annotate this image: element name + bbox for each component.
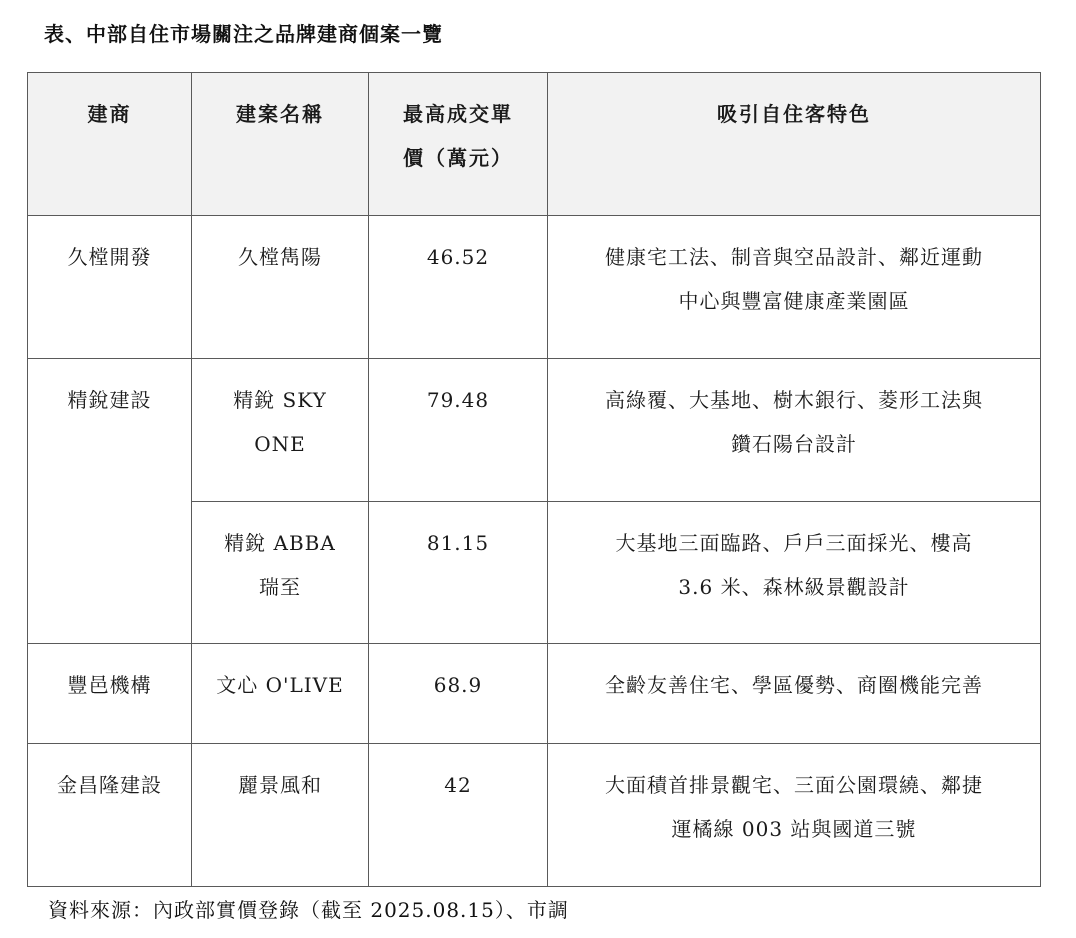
header-project: 建案名稱 (192, 73, 369, 216)
features-cell: 健康宅工法、制音與空品設計、鄰近運動 中心與豐富健康產業園區 (548, 216, 1041, 359)
project-cell: 文心 O'LIVE (192, 644, 369, 744)
project-table (27, 72, 1041, 887)
price-cell: 81.15 (369, 502, 548, 644)
header-row (28, 73, 1041, 216)
project-cell: 精銳 SKY ONE (192, 359, 369, 502)
features-cell: 大基地三面臨路、戶戶三面採光、樓高 3.6 米、森林級景觀設計 (548, 502, 1041, 644)
table-row (28, 359, 1041, 502)
price-cell: 68.9 (369, 644, 548, 744)
developer-cell: 豐邑機構 (28, 644, 192, 744)
price-cell: 42 (369, 744, 548, 887)
table-title: 表、中部自住市場關注之品牌建商個案一覽 (44, 22, 443, 46)
price-cell: 79.48 (369, 359, 548, 502)
table-row (28, 644, 1041, 744)
features-cell: 高綠覆、大基地、樹木銀行、菱形工法與 鑽石陽台設計 (548, 359, 1041, 502)
features-cell: 大面積首排景觀宅、三面公園環繞、鄰捷 運橘線 003 站與國道三號 (548, 744, 1041, 887)
developer-cell: 精銳建設 (28, 359, 192, 644)
price-cell: 46.52 (369, 216, 548, 359)
developer-cell: 久樘開發 (28, 216, 192, 359)
header-price: 最高成交單 價（萬元） (369, 73, 548, 216)
features-cell: 全齡友善住宅、學區優勢、商圈機能完善 (548, 644, 1041, 744)
source-note: 資料來源：內政部實價登錄（截至 2025.08.15）、市調 (48, 898, 569, 922)
project-cell: 精銳 ABBA 瑞至 (192, 502, 369, 644)
project-cell: 久樘雋陽 (192, 216, 369, 359)
project-cell: 麗景風和 (192, 744, 369, 887)
header-features: 吸引自住客特色 (548, 73, 1041, 216)
developer-cell: 金昌隆建設 (28, 744, 192, 887)
table-row (28, 216, 1041, 359)
table-row (28, 744, 1041, 887)
header-developer: 建商 (28, 73, 192, 216)
